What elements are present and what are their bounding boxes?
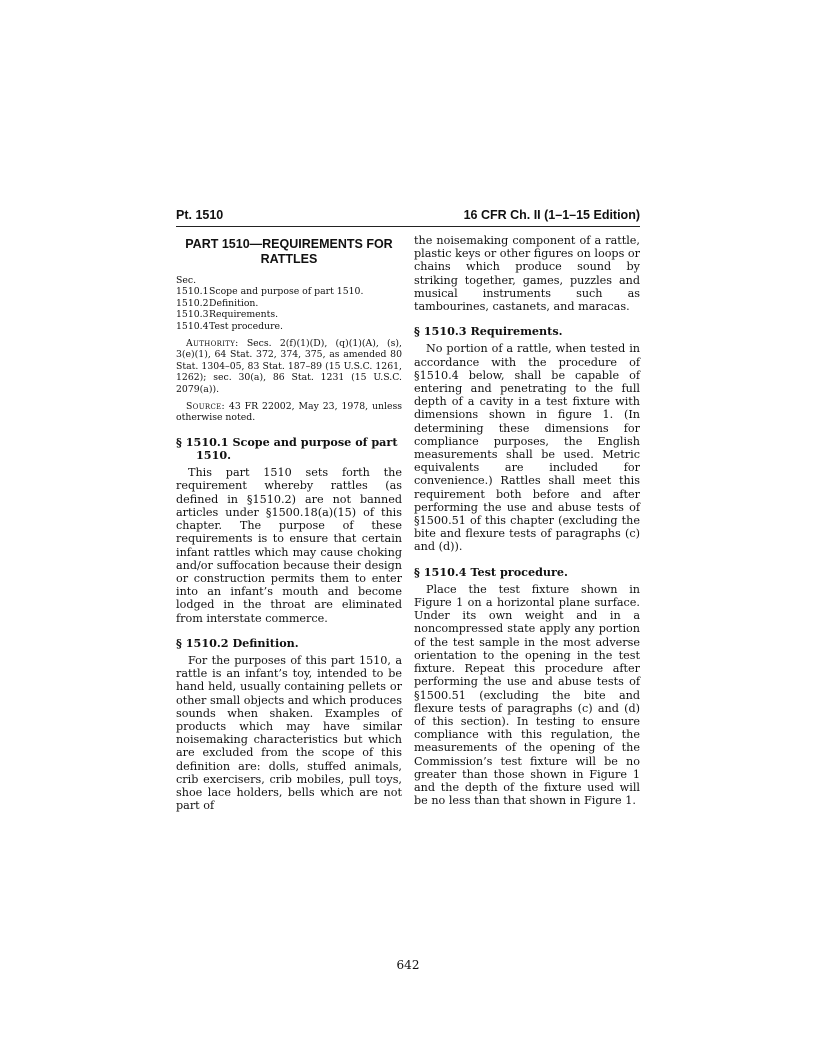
source-note [176, 401, 402, 424]
part-title [176, 237, 402, 267]
page-number: 642 [396, 958, 420, 972]
toc-item-title: Requirements. [209, 309, 279, 321]
running-head-part: Pt. 1510 [176, 208, 224, 222]
left-column [176, 234, 402, 812]
authority-note [176, 338, 402, 395]
header-rule [176, 226, 640, 227]
part-title-line2: RATTLES [260, 252, 318, 266]
part-title-line1: PART 1510—REQUIREMENTS FOR [185, 237, 393, 251]
section-body-1510-3: No portion of a rattle, when tested in accordance with the procedure of §1510.4 below, shall be capable of entering and penetrating to the full depth of a cavity in a test fixture with dimensions shown in figure 1. (In determining these dimensions for compliance purposes, the English measurements shall be used. Metric equivalents are included for convenience.) Rattles shall meet this requirement both before and after performing the use and abuse tests of §1500.51 of this chapter (excluding the bite and flexure tests of paragraphs (c) and (d)). [414, 342, 640, 554]
toc-item-number: 1510.4 [176, 320, 209, 332]
running-head [176, 208, 640, 226]
right-column [414, 234, 640, 807]
toc-item-number: 1510.3 [176, 309, 209, 321]
running-head-edition: 16 CFR Ch. II (1–1–15 Edition) [463, 208, 640, 222]
authority-label: Authority: [186, 338, 239, 350]
toc-item-number: 1510.2 [176, 297, 209, 309]
toc-item-number: 1510.1 [176, 286, 209, 298]
toc-item [176, 321, 402, 332]
toc-item-title: Definition. [209, 297, 259, 309]
toc-label: Sec. [176, 275, 197, 286]
toc-item-title: Test procedure. [209, 320, 283, 332]
toc-item-title: Scope and purpose of part 1510. [209, 286, 364, 298]
section-body-1510-2-continued: the noisemaking component of a rattle, plastic keys or other figures on loops or chains which produce sound by striking together, games, puzzles and musical instruments such as tambourines, castanets, and maracas. [414, 234, 640, 314]
section-heading-1510-4: § 1510.4 Test procedure. [414, 564, 568, 579]
toc-item [176, 286, 402, 297]
authority-text: Secs. 2(f)(1)(D), (q)(1)(A), (s), 3(e)(1), 64 Stat. 372, 374, 375, as amended 80 Stat. 1304–05, 83 Stat. 187–89 (15 U.S.C. 1261, 1262); sec. 30(a), 86 Stat. 1231 (15 U.S.C. 2079(a)). [176, 338, 402, 395]
toc-item [176, 298, 402, 309]
section-heading-1510-1: § 1510.1 Scope and purpose of part 1510. [176, 434, 398, 463]
section-body-1510-4: Place the test fixture shown in Figure 1 on a horizontal plane surface. Under its own weight and in a noncompressed state apply any portion of the test sample in the most adverse orientation to the opening in the test fixture. Repeat this procedure after performing the use and abuse tests of §1500.51 (excluding the bite and flexure tests of paragraphs (c) and (d) of this section). In testing to ensure compliance with this regulation, the measurements of the opening of the Commission’s test fixture will be no greater than those shown in Figure 1 and the depth of the fixture used will be no less than that shown in Figure 1. [414, 582, 640, 808]
section-body-1510-2: For the purposes of this part 1510, a rattle is an infant’s toy, intended to be hand held, usually containing pellets or other small objects and which produces sounds when shaken. Examples of products which may have similar noisemaking characteristics but which are excluded from the scope of this definition are: dolls, stuffed animals, crib exercisers, crib mobiles, pull toys, shoe lace holders, bells which are not part of [176, 653, 402, 813]
toc-item [176, 309, 402, 320]
table-of-contents [176, 275, 402, 332]
source-text: 43 FR 22002, May 23, 1978, unless otherwise noted. [176, 401, 402, 424]
section-heading-1510-3: § 1510.3 Requirements. [414, 324, 563, 339]
section-body-1510-1: This part 1510 sets forth the requirement whereby rattles (as defined in §1510.2) are not banned articles under §1500.18(a)(15) of this chapter. The purpose of these requirements is to ensure that certain infant rattles which may cause choking and/or suffocation because their design or construction permits them to enter into an infant’s mouth and become lodged in the throat are eliminated from interstate commerce. [176, 466, 402, 625]
source-label: Source: [186, 401, 225, 413]
section-heading-1510-2: § 1510.2 Definition. [176, 635, 299, 650]
